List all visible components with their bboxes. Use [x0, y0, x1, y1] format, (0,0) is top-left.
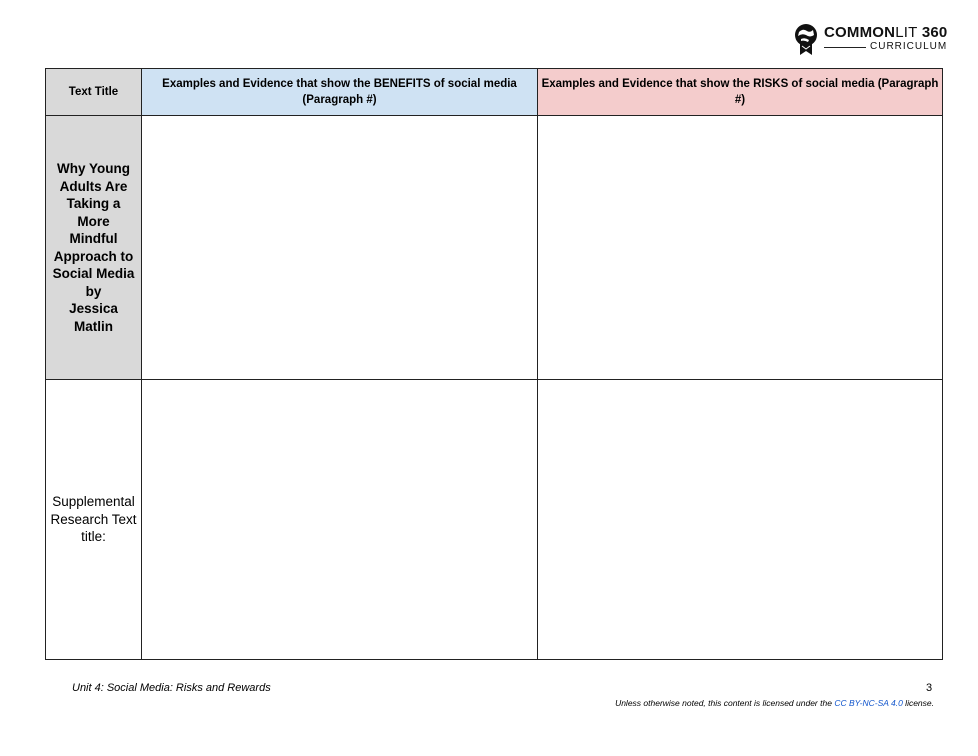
title-line: Taking a — [66, 196, 121, 211]
title-line: Supplemental — [52, 494, 135, 510]
license-prefix: Unless otherwise noted, this content is licensed under the — [615, 698, 835, 708]
title-line: Matlin — [74, 318, 113, 334]
table-row — [46, 380, 943, 660]
title-line: Research Text — [50, 511, 137, 527]
row-title-cell — [46, 380, 142, 660]
title-line: Mindful — [69, 231, 118, 246]
table-row — [46, 116, 943, 380]
title-line: Social Media — [52, 266, 135, 281]
title-line: Jessica — [69, 301, 118, 316]
logo-divider — [824, 47, 866, 48]
benefits-response-cell[interactable] — [142, 380, 538, 660]
evidence-chart-table — [45, 68, 943, 660]
logo-subtitle: CURRICULUM — [870, 41, 948, 52]
title-line: Approach to — [53, 248, 134, 264]
commonlit-logo — [792, 20, 962, 60]
header-text-title: Text Title — [46, 69, 142, 116]
title-line: Adults Are — [59, 178, 128, 194]
license-notice — [615, 698, 934, 708]
title-line: title: — [81, 529, 106, 545]
commonlit-globe-ribbon-icon — [792, 22, 820, 56]
license-suffix: license. — [902, 698, 934, 708]
header-risks: Examples and Evidence that show the RISKS of social media (Paragraph #) — [538, 69, 943, 116]
title-line: by — [85, 283, 102, 299]
header-benefits: Examples and Evidence that show the BENEFITS of social media (Paragraph #) — [142, 69, 538, 116]
footer-unit-title: Unit 4: Social Media: Risks and Rewards — [72, 682, 271, 694]
page-number: 3 — [926, 682, 933, 694]
title-line: More — [77, 213, 110, 229]
license-link[interactable]: CC BY-NC-SA 4.0 — [834, 698, 903, 708]
risks-response-cell[interactable] — [538, 116, 943, 380]
benefits-response-cell[interactable] — [142, 116, 538, 380]
row-title-cell — [46, 116, 142, 380]
logo-brand-text: COMMONLIT 360 — [824, 24, 948, 41]
header-row — [46, 69, 943, 116]
title-line: Why Young — [57, 161, 130, 176]
risks-response-cell[interactable] — [538, 380, 943, 660]
